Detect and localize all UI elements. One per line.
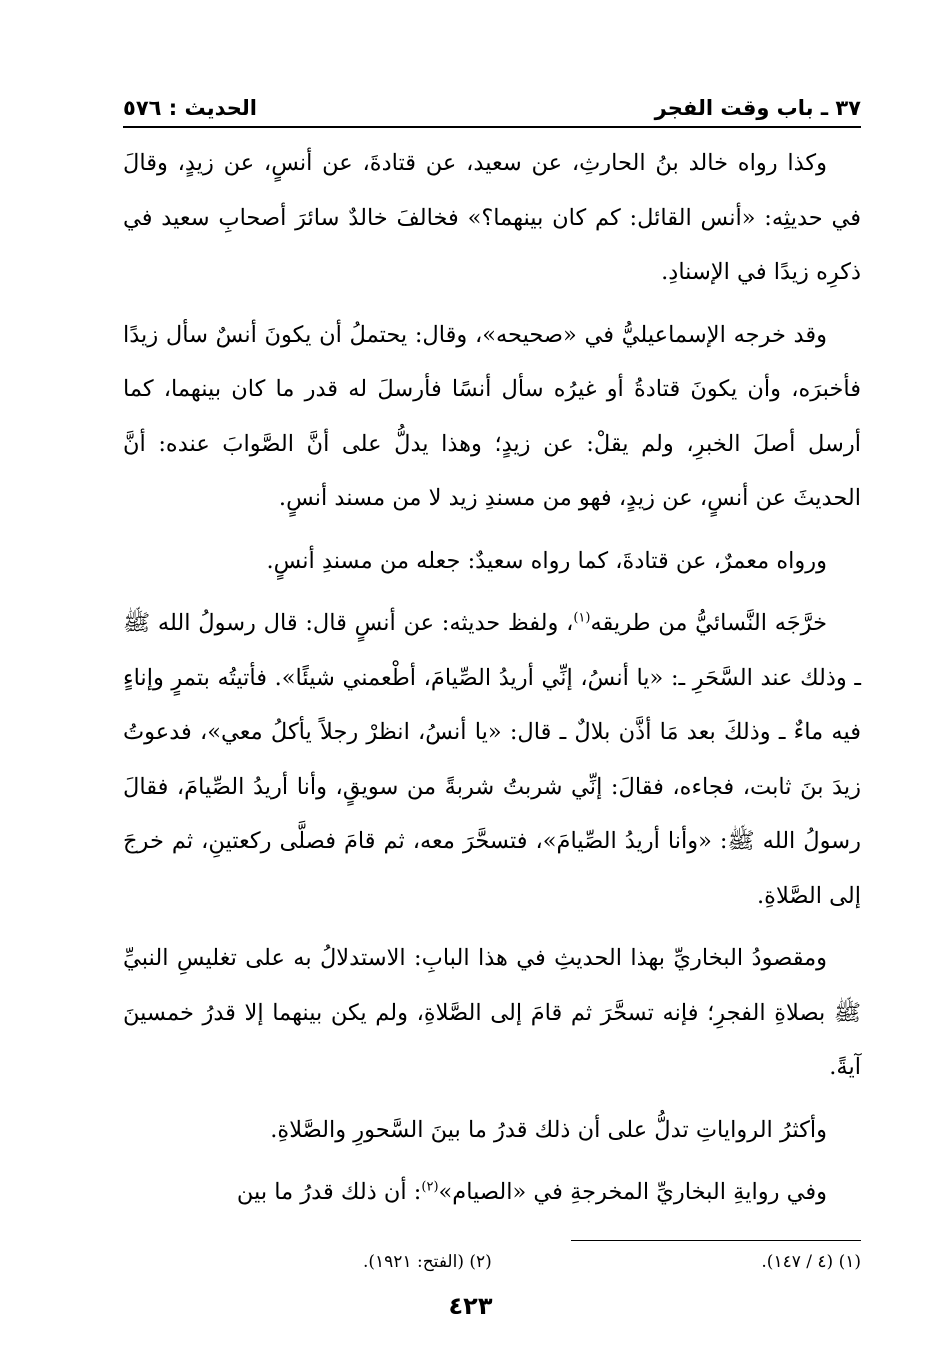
paragraph-7-rest: : أن ذلك قدرُ ما بين <box>236 1179 422 1205</box>
footnote-2: (٢) (الفتح: ١٩٢١). <box>363 1252 492 1272</box>
paragraph-4-start: خرَّجَه النَّسائيُّ من طريقه <box>590 610 827 636</box>
body-text <box>123 136 861 1220</box>
paragraph-7-start: وفي روايةِ البخاريِّ المخرجةِ في «الصيام» <box>438 1179 827 1205</box>
paragraph-5: ومقصودُ البخاريِّ بهذا الحديثِ في هذا البابِ: الاستدلالُ به على تغليسِ النبيِّ ﷺ بصلاةِ الفجرِ؛ فإنه تسحَّرَ ثم قامَ إلى الصَّلاةِ، ولم يكن بينهما إلا قدرُ خمسينَ آيةً. <box>123 945 861 1080</box>
footnote-divider <box>571 1240 861 1241</box>
footnote-marker-1: (١) <box>573 610 591 626</box>
paragraph-1: وكذا رواه خالد بنُ الحارثِ، عن سعيد، عن قتادةَ، عن أنسٍ، عن زيدٍ، وقالَ في حديثِه: «أنس القائل: كم كان بينهما؟» فخالفَ خالدٌ سائرَ أصحابِ سعيد في ذكرِه زيدًا في الإسنادِ. <box>123 150 861 285</box>
running-head <box>123 82 861 128</box>
paragraph-3: ورواه معمرٌ، عن قتادةَ، كما رواه سعيدٌ: جعله من مسندِ أنسٍ. <box>266 547 827 574</box>
page-number: ٤٢٣ <box>448 1292 493 1320</box>
paragraph-7 <box>123 1165 861 1220</box>
hadith-reference: الحديث : ٥٧٦ <box>123 96 257 120</box>
paragraph-4-rest: ، ولفظ حديثه: عن أنسٍ قال: قال رسولُ الله ﷺ ـ وذلك عند السَّحَرِ ـ: «يا أنسُ، إنِّي أريدُ الصِّيامَ، أطْعمني شيئًا». فأتيتُه بتمرٍ وإناءٍ فيه ماءٌ ـ وذلكَ بعد مَا أذَّن بلالٌ ـ قال: «يا أنسُ، انظرْ رجلاً يأكلُ معي»، فدعوتُ زيدَ بنَ ثابت، فجاءه، فقالَ: إنِّي شربتُ شربةً من سويقٍ، وأنا أريدُ الصِّيامَ، فقالَ رسولُ الله ﷺ: «وأنا أريدُ الصِّيامَ»، فتسحَّرَ معه، ثم قامَ فصلَّى ركعتينِ، ثم خرجَ إلى الصَّلاةِ. <box>123 610 861 909</box>
footnote-1: (١) (٤ / ١٤٧). <box>761 1252 861 1272</box>
footnotes <box>123 1252 861 1272</box>
paragraph-2: وقد خرجه الإسماعيليُّ في «صحيحه»، وقال: يحتملُ أن يكونَ أنسٌ سأل زيدًا فأخبرَه، وأن يكونَ قتادةُ أو غيرُه سأل أنسًا فأرسلَ له قدر ما كان بينهما، كما أرسل أصلَ الخبرِ، ولم يقلْ: عن زيدٍ؛ وهذا يدلُّ على أنَّ الصَّوابَ عنده: أنَّ الحديثَ عن أنسٍ، عن زيدٍ، فهو من مسندِ زيد لا من مسند أنسٍ. <box>123 321 861 511</box>
footnote-marker-2: (٢) <box>421 1179 439 1195</box>
paragraph-4 <box>123 596 861 923</box>
chapter-title: ٣٧ ـ باب وقت الفجر <box>654 96 861 120</box>
paragraph-6: وأكثرُ الرواياتِ تدلُّ على أن ذلك قدرُ ما بينَ السَّحورِ والصَّلاةِ. <box>270 1116 827 1143</box>
